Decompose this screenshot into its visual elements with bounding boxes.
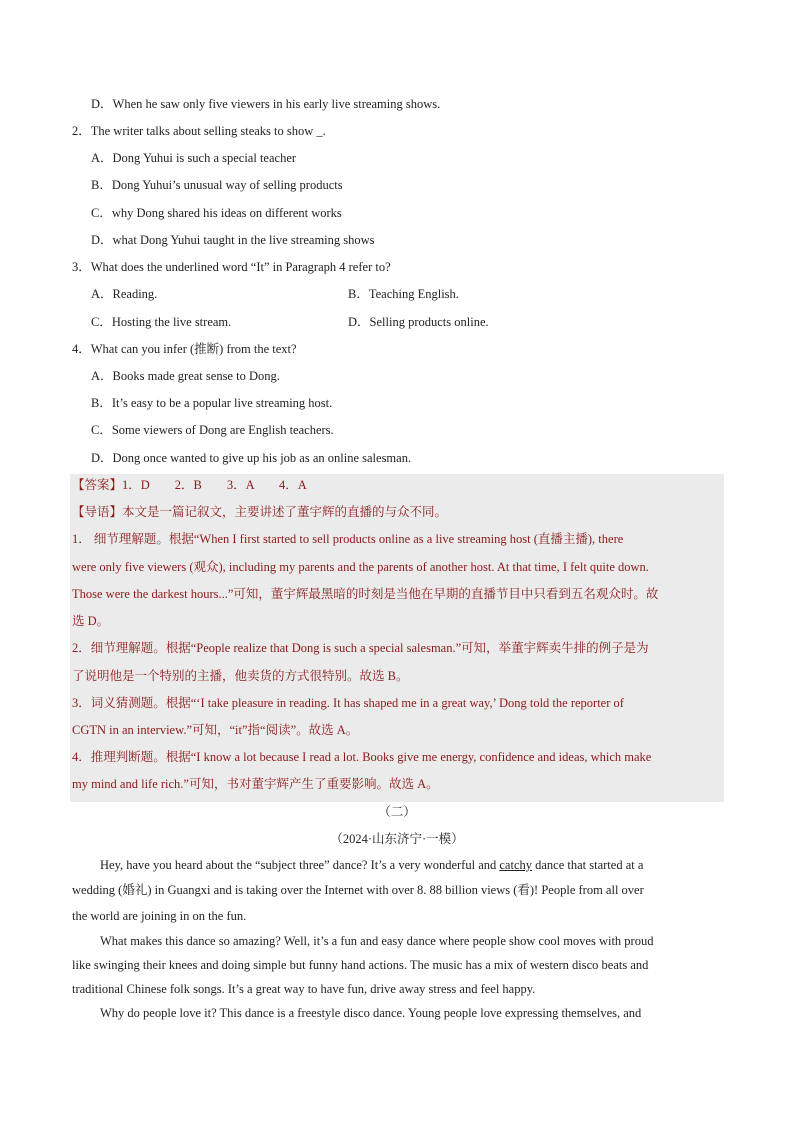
- passage-p1-line-2: wedding (婚礼) in Guangxi and is taking over the Internet with over 8. 88 billion views (看)! People from all over: [72, 883, 644, 897]
- explanation-2-line-2: 了说明他是一个特别的主播，他卖货的方式很特别。故选 B。: [72, 669, 409, 683]
- explanation-2-line-1: 2．细节理解题。根据“People realize that Dong is such a special salesman.”可知，举董宇辉卖牛排的例子是为: [72, 641, 649, 655]
- p1-text-a: Hey, have you heard about the “subject three” dance? It’s a very wonderful and: [100, 858, 500, 872]
- answer-key: 【答案】1．D 2．B 3．A 4．A: [72, 478, 307, 492]
- q3-option-a: A．Reading.: [91, 287, 158, 301]
- passage-p3-line-1: Why do people love it? This dance is a freestyle disco dance. Young people love expressing themselves, and: [100, 1006, 642, 1020]
- q4-option-d: D．Dong once wanted to give up his job as an online salesman.: [91, 451, 412, 465]
- explanation-3-line-1: 3．词义猜测题。根据“‘I take pleasure in reading. It has shaped me in a great way,’ Dong told the reporter of: [72, 696, 624, 710]
- explanation-1-line-2: were only five viewers (观众), including my parents and the parents of another host. At that time, I felt quite down.: [72, 560, 649, 574]
- q3-option-d: D．Selling products online.: [348, 315, 489, 329]
- explanation-1-line-3: Those were the darkest hours...”可知，董宇辉最黑暗的时刻是当他在早期的直播节目中只看到五名观众时。故: [72, 587, 659, 601]
- underlined-word-catchy: catchy: [499, 858, 532, 872]
- q2-stem: 2．The writer talks about selling steaks to show _.: [72, 124, 326, 138]
- section-source: （2024·山东济宁·一模）: [330, 832, 464, 846]
- explanation-1-line-1: 1． 细节理解题。根据“When I first started to sell products online as a live streaming host (直播主播), there: [72, 532, 624, 546]
- explanation-4-line-2: my mind and life rich.”可知，书对董宇辉产生了重要影响。故选 A。: [72, 777, 439, 791]
- passage-p2-line-1: What makes this dance so amazing? Well, it’s a fun and easy dance where people show cool moves with proud: [100, 934, 654, 948]
- q3-stem: 3．What does the underlined word “It” in Paragraph 4 refer to?: [72, 260, 391, 274]
- passage-p2-line-2: like swinging their knees and doing simple but funny hand actions. The music has a mix of western disco beats and: [72, 958, 649, 972]
- q2-option-c: C．why Dong shared his ideas on different works: [91, 206, 342, 220]
- q4-option-c: C．Some viewers of Dong are English teachers.: [91, 423, 334, 437]
- q3-option-b: B．Teaching English.: [348, 287, 459, 301]
- passage-p1-line-3: the world are joining in on the fun.: [72, 909, 247, 923]
- answer-guide: 【导语】本文是一篇记叙文，主要讲述了董宇辉的直播的与众不同。: [72, 505, 448, 519]
- section-number: （二）: [378, 805, 416, 819]
- q4-option-b: B．It’s easy to be a popular live streaming host.: [91, 396, 333, 410]
- q4-stem: 4．What can you infer (推断) from the text?: [72, 342, 297, 356]
- explanation-1-line-4: 选 D。: [72, 614, 110, 628]
- q4-option-a: A．Books made great sense to Dong.: [91, 369, 280, 383]
- q1-option-d: D．When he saw only five viewers in his early live streaming shows.: [91, 97, 441, 111]
- explanation-3-line-2: CGTN in an interview.”可知，“it”指“阅读”。故选 A。: [72, 723, 359, 737]
- p1-text-b: dance that started at a: [532, 858, 644, 872]
- passage-p1-line-1: [72, 857, 724, 873]
- passage-p2-line-3: traditional Chinese folk songs. It’s a great way to have fun, drive away stress and feel happy.: [72, 982, 536, 996]
- explanation-4-line-1: 4．推理判断题。根据“I know a lot because I read a lot. Books give me energy, confidence and ideas, which make: [72, 750, 652, 764]
- q3-option-c: C．Hosting the live stream.: [91, 315, 232, 329]
- q2-option-a: A．Dong Yuhui is such a special teacher: [91, 151, 297, 165]
- q2-option-d: D．what Dong Yuhui taught in the live streaming shows: [91, 233, 375, 247]
- q2-option-b: B．Dong Yuhui’s unusual way of selling products: [91, 178, 343, 192]
